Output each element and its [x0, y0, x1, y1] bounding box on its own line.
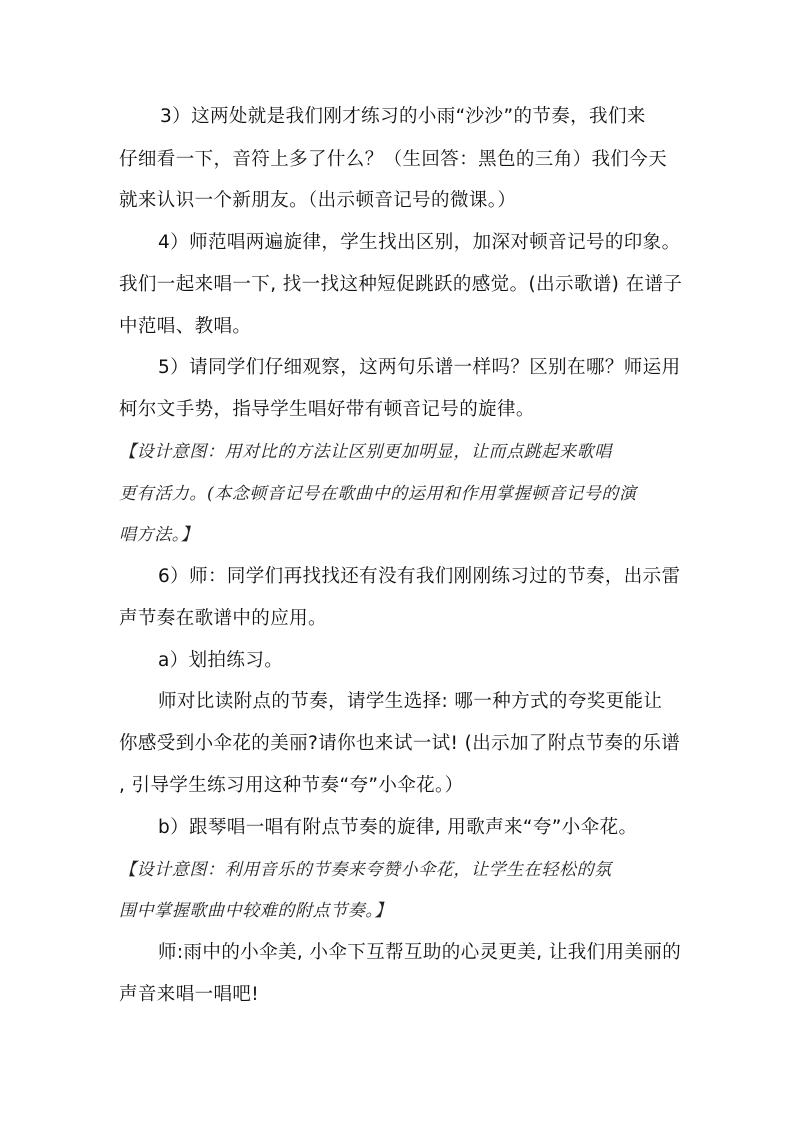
paragraph-rhythm-line-1: 师对比读附点的节奏，请学生选择: 哪一种方式的夸奖更能让: [158, 691, 663, 712]
paragraph-rhythm-line-2: 你感受到小伞花的美丽?请你也来试一试! (出示加了附点节奏的乐谱: [119, 733, 681, 754]
design-intent-note-1-line-1: 【设计意图：用对比的方法让区别更加明显，让而点跳起来歌唱: [119, 442, 612, 462]
closing-line-2: 声音来唱一唱吧!: [119, 984, 260, 1005]
step-a-label: a）划拍练习。: [158, 650, 284, 671]
step-b-label: b）跟琴唱一唱有附点节奏的旋律, 用歌声来“夸”小伞花。: [158, 817, 638, 838]
design-intent-note-2-line-2: 围中掌握歌曲中较难的附点节奏。】: [119, 901, 393, 921]
paragraph-6-line-2: 声节奏在歌谱中的应用。: [119, 608, 327, 629]
paragraph-rhythm-line-3: , 引导学生练习用这种节奏“夸”小伞花。）: [119, 775, 464, 796]
closing-line-1: 师:雨中的小伞美, 小伞下互帮互助的心灵更美, 让我们用美丽的: [158, 942, 682, 963]
paragraph-3-line-3: 就来认识一个新朋友。（出示顿音记号的微课。）: [119, 190, 517, 211]
paragraph-3-line-2: 仔细看一下，音符上多了什么？（生回答：黑色的三角）我们今天: [119, 149, 668, 170]
paragraph-5-line-2: 柯尔文手势，指导学生唱好带有顿音记号的旋律。: [119, 399, 535, 420]
design-intent-note-1-line-3: 唱方法。】: [119, 525, 199, 545]
paragraph-4-line-3: 中范唱、教唱。: [119, 316, 252, 337]
design-intent-note-2-line-1: 【设计意图：利用音乐的节奏来夸赞小伞花，让学生在轻松的氛: [119, 860, 612, 880]
design-intent-note-1-line-2: 更有活力。(本念顿音记号在歌曲中的运用和作用掌握顿音记号的演: [119, 484, 637, 504]
paragraph-4-line-2: 我们一起来唱一下, 找一找这种短促跳跃的感觉。(出示歌谱) 在谱子: [119, 274, 683, 295]
paragraph-5-line-1: 5）请同学们仔细观察，这两句乐谱一样吗？区别在哪？师运用: [158, 357, 681, 378]
paragraph-6-line-1: 6）师：同学们再找找还有没有我们刚刚练习过的节奏，出示雷: [158, 566, 681, 587]
paragraph-3-line-1: 3）这两处就是我们刚才练习的小雨“沙沙”的节奏，我们来: [160, 106, 646, 127]
paragraph-4-line-1: 4）师范唱两遍旋律，学生找出区别，加深对顿音记号的印象。: [158, 232, 681, 253]
